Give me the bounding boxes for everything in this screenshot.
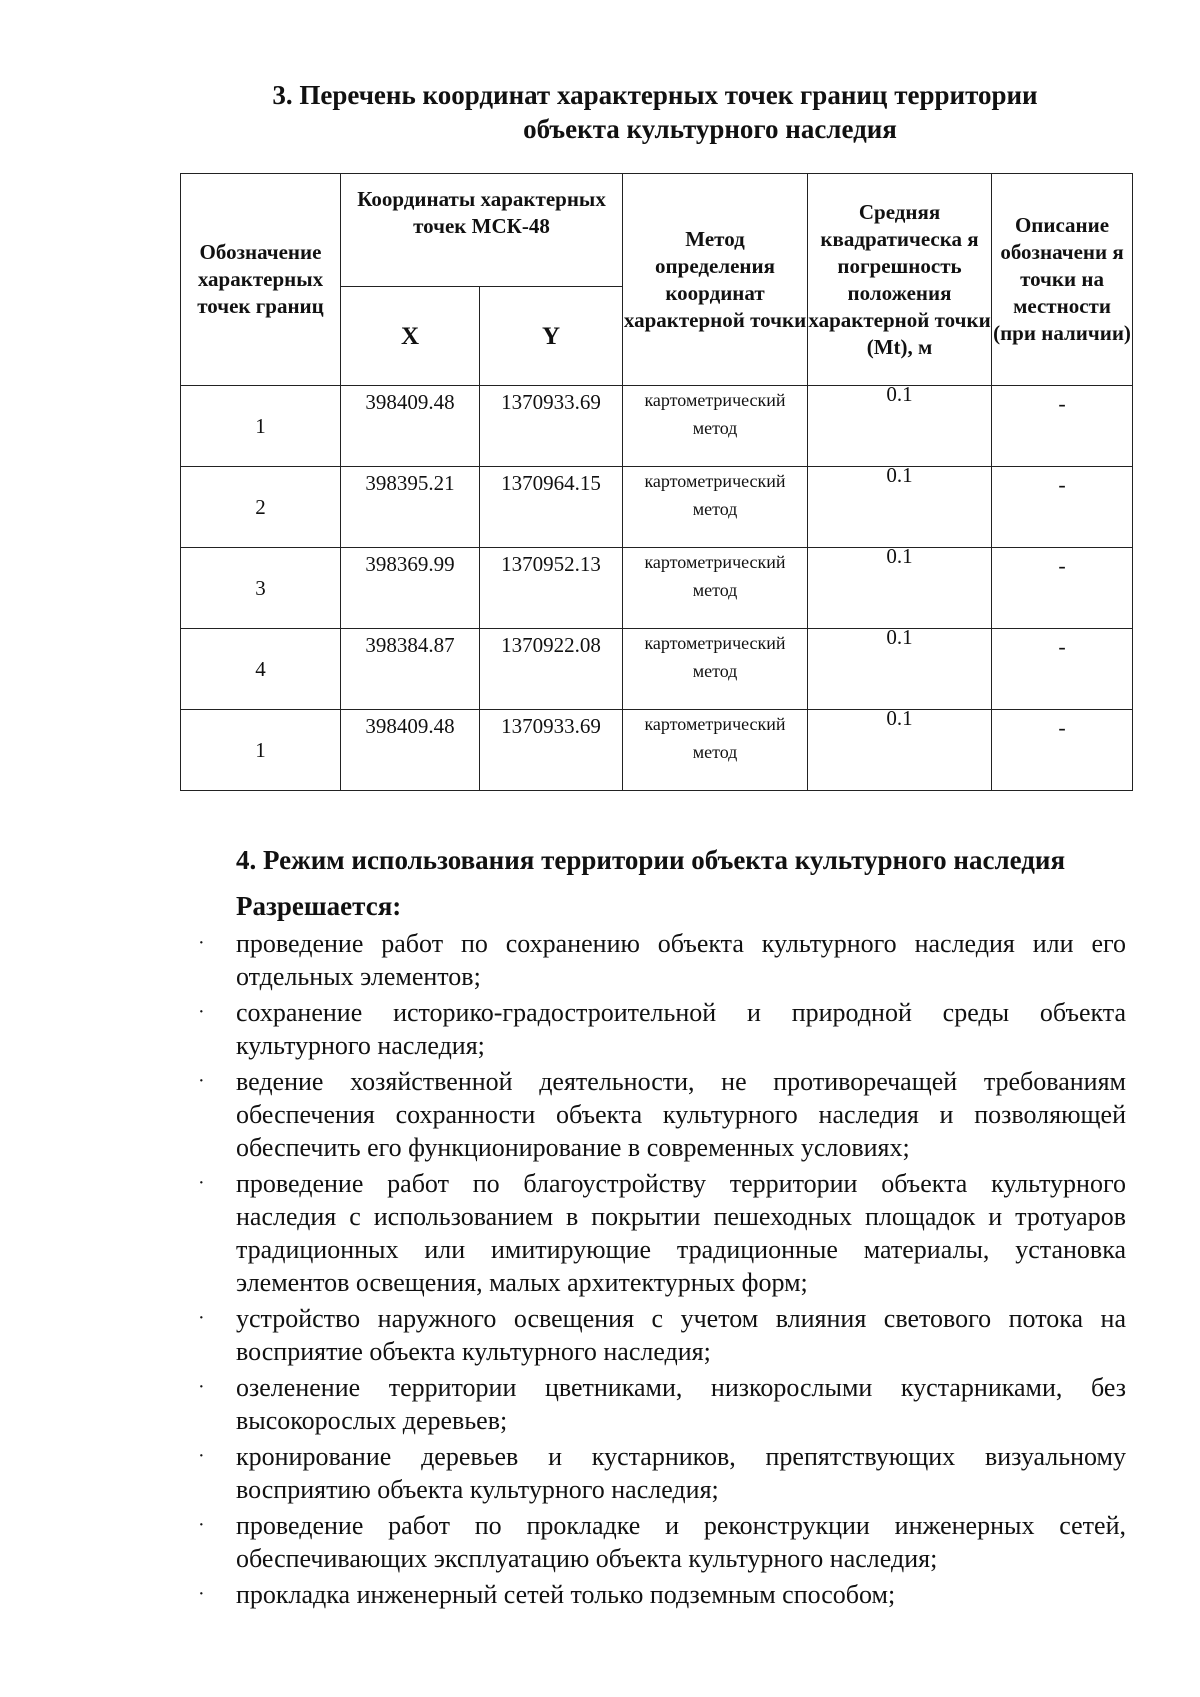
method-value: картометрический метод — [644, 390, 786, 438]
cell-point — [181, 710, 341, 791]
cell-x — [341, 467, 480, 548]
cell-x — [341, 710, 480, 791]
list-item-text: проведение работ по благоустройству территории объекта культурного наследия с использованием в покрытии пешеходных площадок и тротуаров традиционных или имитирующие традиционные материалы, установка элементов освещения, малых архитектурных форм; — [236, 1169, 1126, 1297]
cell-description — [992, 629, 1133, 710]
cell-mt — [808, 625, 992, 710]
bullet-icon: · — [198, 932, 205, 954]
method-value: картометрический метод — [644, 552, 786, 600]
list-item — [198, 1371, 1126, 1437]
method-value: картометрический метод — [644, 714, 786, 762]
list-item — [198, 996, 1126, 1062]
description-value: - — [1058, 391, 1066, 416]
header-description: Описание обозначени я точки на местности (при наличии) — [992, 174, 1133, 386]
cell-method — [623, 467, 808, 548]
list-item-text: озеленение территории цветниками, низкорослыми кустарниками, без высокорослых деревьев; — [236, 1373, 1126, 1435]
table-row — [181, 548, 1133, 629]
cell-method — [623, 548, 808, 629]
header-x: X — [341, 287, 480, 386]
x-value: 398384.87 — [365, 633, 455, 657]
bullet-icon: · — [198, 1514, 205, 1536]
bullet-icon: · — [198, 1307, 205, 1329]
method-value: картометрический метод — [644, 633, 786, 681]
y-value: 1370952.13 — [501, 552, 601, 576]
x-value: 398395.21 — [365, 471, 455, 495]
header-error: Средняя квадратическа я погрешность положения характерной точки (Mt), м — [808, 174, 992, 386]
cell-mt — [808, 706, 992, 791]
mt-value: 0.1 — [886, 382, 913, 406]
y-value: 1370922.08 — [501, 633, 601, 657]
mt-value: 0.1 — [886, 463, 913, 487]
cell-method — [623, 710, 808, 791]
list-item — [198, 1167, 1126, 1299]
list-item — [198, 1302, 1126, 1368]
point-value: 4 — [255, 657, 266, 681]
table-header-row — [181, 174, 1133, 287]
description-value: - — [1058, 472, 1066, 497]
y-value: 1370933.69 — [501, 714, 601, 738]
cell-description — [992, 386, 1133, 467]
header-method: Метод определения координат характерной точки — [623, 174, 808, 386]
cell-y — [480, 386, 623, 467]
x-value: 398409.48 — [365, 390, 455, 414]
mt-value: 0.1 — [886, 625, 913, 649]
mt-value: 0.1 — [886, 706, 913, 730]
cell-method — [623, 629, 808, 710]
point-value: 1 — [255, 414, 266, 438]
x-value: 398369.99 — [365, 552, 455, 576]
point-value: 1 — [255, 738, 266, 762]
header-y: Y — [480, 287, 623, 386]
list-item-text: ведение хозяйственной деятельности, не противоречащей требованиям обеспечения сохранности объекта культурного наследия и позволяющей обеспечить его функционирование в современных условиях; — [236, 1067, 1126, 1162]
cell-y — [480, 548, 623, 629]
mt-value: 0.1 — [886, 544, 913, 568]
list-item-text: устройство наружного освещения с учетом влияния светового потока на восприятие объекта культурного наследия; — [236, 1304, 1126, 1366]
cell-description — [992, 710, 1133, 791]
cell-mt — [808, 382, 992, 467]
cell-point — [181, 548, 341, 629]
coordinates-table — [180, 173, 1133, 791]
section-4-title: 4. Режим использования территории объекта культурного наследия — [236, 845, 1066, 875]
cell-x — [341, 629, 480, 710]
allowed-activities-list — [198, 927, 1126, 1611]
table-row — [181, 386, 1133, 467]
cell-mt — [808, 544, 992, 629]
bullet-icon: · — [198, 1445, 205, 1467]
y-value: 1370964.15 — [501, 471, 601, 495]
section-4-subtitle: Разрешается: — [236, 891, 402, 921]
section-3-title-line-2: объекта культурного наследия — [523, 114, 897, 144]
cell-point — [181, 629, 341, 710]
x-value: 398409.48 — [365, 714, 455, 738]
list-item-text: проведение работ по прокладке и реконструкции инженерных сетей, обеспечивающих эксплуатацию объекта культурного наследия; — [236, 1511, 1126, 1573]
table-body — [181, 382, 1133, 791]
table-row — [181, 467, 1133, 548]
table-row — [181, 629, 1133, 710]
cell-description — [992, 548, 1133, 629]
list-item — [198, 1065, 1126, 1164]
header-designation: Обозначение характерных точек границ — [181, 174, 341, 386]
bullet-icon: · — [198, 1583, 205, 1605]
cell-method — [623, 386, 808, 467]
list-item-text: прокладка инженерный сетей только подземным способом; — [236, 1580, 896, 1609]
list-item — [198, 1509, 1126, 1575]
cell-x — [341, 548, 480, 629]
cell-x — [341, 386, 480, 467]
header-coordinates: Координаты характерных точек МСК-48 — [341, 174, 623, 287]
cell-mt — [808, 463, 992, 548]
y-value: 1370933.69 — [501, 390, 601, 414]
section-4 — [198, 843, 1126, 1614]
bullet-icon: · — [198, 1001, 205, 1023]
list-item — [198, 1578, 1126, 1611]
point-value: 2 — [255, 495, 266, 519]
cell-description — [992, 467, 1133, 548]
list-item-text: кронирование деревьев и кустарников, препятствующих визуальному восприятию объекта культурного наследия; — [236, 1442, 1126, 1504]
bullet-icon: · — [198, 1070, 205, 1092]
section-3-title-line-1: 3. Перечень координат характерных точек границ территории — [272, 80, 1038, 110]
cell-point — [181, 386, 341, 467]
cell-y — [480, 467, 623, 548]
list-item-text: сохранение историко-градостроительной и природной среды объекта культурного наследия; — [236, 998, 1126, 1060]
method-value: картометрический метод — [644, 471, 786, 519]
description-value: - — [1058, 715, 1066, 740]
description-value: - — [1058, 553, 1066, 578]
list-item-text: проведение работ по сохранению объекта культурного наследия или его отдельных элементов; — [236, 929, 1126, 991]
cell-y — [480, 710, 623, 791]
description-value: - — [1058, 634, 1066, 659]
point-value: 3 — [255, 576, 266, 600]
list-item — [198, 1440, 1126, 1506]
cell-y — [480, 629, 623, 710]
bullet-icon: · — [198, 1172, 205, 1194]
list-item — [198, 927, 1126, 993]
table-row — [181, 710, 1133, 791]
section-3-title — [180, 78, 1130, 146]
bullet-icon: · — [198, 1376, 205, 1398]
cell-point — [181, 467, 341, 548]
